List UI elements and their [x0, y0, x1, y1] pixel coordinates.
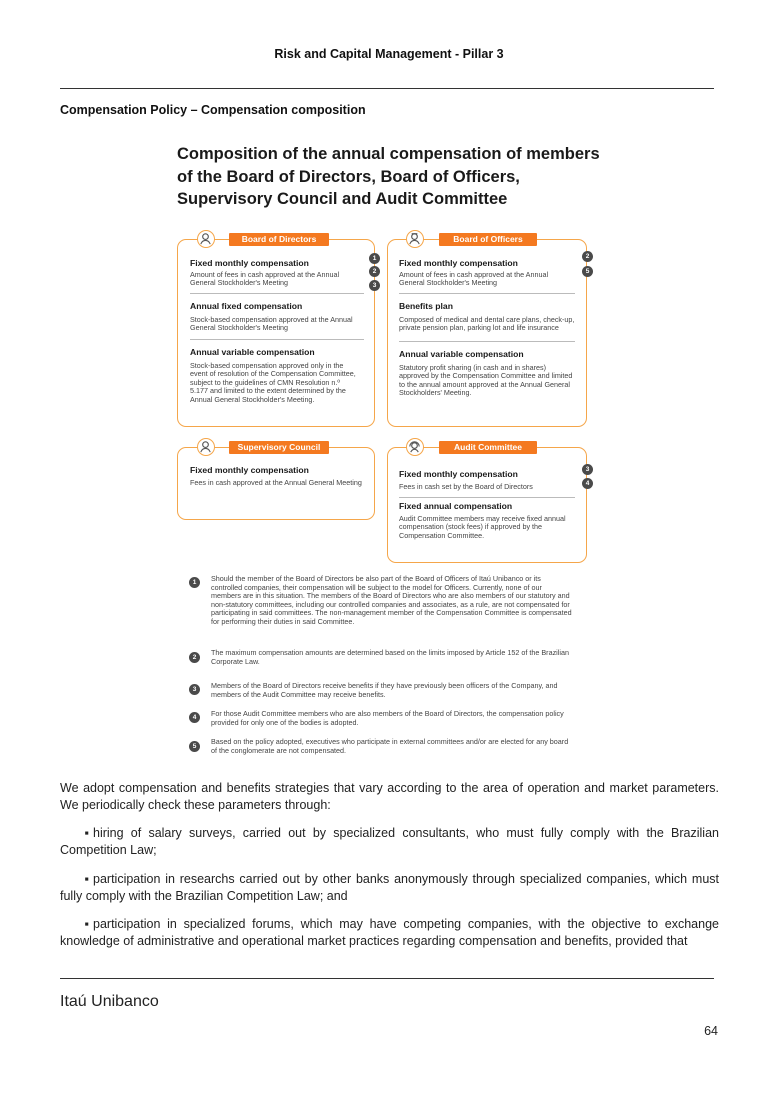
- bod-annual-fixed-heading: Annual fixed compensation: [190, 301, 303, 311]
- footnote-number: 5: [189, 741, 200, 752]
- note-badge: 3: [369, 280, 380, 291]
- bullet-text: participation in researchs carried out by other banks anonymously through specialized companies, which must fully comply with the Brazilian Competition Law; and: [60, 872, 719, 903]
- header-rule: [60, 88, 714, 89]
- separator: [399, 293, 575, 294]
- bod-fixed-monthly-heading: Fixed monthly compensation: [190, 258, 309, 268]
- ac-fixed-annual-heading: Fixed annual compensation: [399, 501, 513, 511]
- boo-annual-variable-heading: Annual variable compensation: [399, 349, 524, 359]
- bullet-text: participation in specialized forums, which may have competing companies, with the objective to exchange knowledge of administrative and operational market practices regarding compensation and benefits, provided that: [60, 917, 719, 948]
- body-intro-paragraph: We adopt compensation and benefits strategies that vary according to the area of operation and market parameters. We periodically check these parameters through:: [60, 781, 719, 812]
- person-icon: [197, 230, 215, 248]
- supervisory-council-tag: Supervisory Council: [229, 441, 329, 454]
- note-badge: 2: [582, 251, 593, 262]
- page-number: 64: [704, 1024, 718, 1038]
- board-of-directors-tag: Board of Directors: [229, 233, 329, 246]
- bullet-symbol: ▪: [84, 872, 89, 886]
- officer-icon: [406, 230, 424, 248]
- infographic-title: Composition of the annual compensation of members of the Board of Directors, Board of Officers, Supervisory Council and Audit Committee: [177, 145, 600, 208]
- ac-fixed-monthly-text: Fees in cash set by the Board of Directors: [399, 482, 533, 491]
- document-header-title: Risk and Capital Management - Pillar 3: [274, 47, 504, 61]
- boo-annual-variable-text: Statutory profit sharing (in cash and in shares) approved by the Compensation Committee and limited to the annual amount approved at the Annual General Stockholders' Meeting.: [399, 363, 573, 398]
- note-badge: 3: [582, 464, 593, 475]
- headset-icon: [406, 438, 424, 456]
- bod-annual-fixed-text: Stock-based compensation approved at the Annual General Stockholder's Meeting: [190, 315, 353, 333]
- footnote-text: For those Audit Committee members who are also members of the Board of Directors, the compensation policy provided for only one of the bodies is adopted.: [211, 709, 564, 727]
- separator: [190, 293, 364, 294]
- board-of-officers-card: [387, 239, 587, 427]
- separator: [399, 497, 575, 498]
- footnote-text: The maximum compensation amounts are determined based on the limits imposed by Article 152 of the Brazilian Corporate Law.: [211, 648, 569, 666]
- footnote-number: 3: [189, 684, 200, 695]
- boo-benefits-heading: Benefits plan: [399, 301, 453, 311]
- footnote-text: Based on the policy adopted, executives who participate in external committees and/or are elected for any board of the conglomerate are not compensated.: [211, 737, 569, 755]
- separator: [399, 341, 575, 342]
- boo-fixed-monthly-text: Amount of fees in cash approved at the Annual General Stockholder's Meeting: [399, 270, 549, 288]
- section-title: Compensation Policy – Compensation composition: [60, 103, 366, 117]
- bullet-item: [60, 825, 719, 859]
- ac-fixed-annual-text: Audit Committee members may receive fixed annual compensation (stock fees) if approved by the Compensation Committee.: [399, 514, 566, 540]
- bod-annual-variable-heading: Annual variable compensation: [190, 347, 315, 357]
- ac-fixed-monthly-heading: Fixed monthly compensation: [399, 469, 518, 479]
- sc-fixed-monthly-text: Fees in cash approved at the Annual General Meeting: [190, 478, 362, 487]
- board-of-officers-tag: Board of Officers: [439, 233, 537, 246]
- footnote-number: 1: [189, 577, 200, 588]
- boo-fixed-monthly-heading: Fixed monthly compensation: [399, 258, 518, 268]
- sc-fixed-monthly-heading: Fixed monthly compensation: [190, 465, 309, 475]
- bullet-item: [60, 871, 719, 905]
- board-of-directors-card: [177, 239, 375, 427]
- footnote-text: Members of the Board of Directors receive benefits if they have previously been officers of the Company, and members of the Audit Committee may receive benefits.: [211, 681, 558, 699]
- note-badge: 4: [582, 478, 593, 489]
- bullet-item: [60, 916, 719, 950]
- audit-committee-card: [387, 447, 587, 563]
- note-badge: 5: [582, 266, 593, 277]
- person-icon: [197, 438, 215, 456]
- footnote-number: 4: [189, 712, 200, 723]
- bullet-symbol: ▪: [84, 917, 89, 931]
- note-badge: 1: [369, 253, 380, 264]
- bullet-symbol: ▪: [84, 826, 89, 840]
- separator: [190, 339, 364, 340]
- boo-benefits-text: Composed of medical and dental care plans, check-up, private pension plan, parking lot and life insurance: [399, 315, 575, 333]
- footnote-number: 2: [189, 652, 200, 663]
- footer-company-name: Itaú Unibanco: [60, 993, 159, 1010]
- audit-committee-tag: Audit Committee: [439, 441, 537, 454]
- note-badge: 2: [369, 266, 380, 277]
- bod-annual-variable-text: Stock-based compensation approved only in the event of resolution of the Compensation Committee, subject to the guidelines of CMN Resolution n.º 5.177 and limited to the extent determined by the Annual General Stockholder's Meeting.: [190, 361, 356, 404]
- footnote-text: Should the member of the Board of Directors be also part of the Board of Officers of Itaú Unibanco or its controlled companies, their compensation will be subject to the model for Officers. Currently, none of our members are in this situation. The members of the Board of Directors who are also members of our statutory and non-statutory committees, including our controlled companies and associates, as a rule, are not compensated for participating in said committees. The non-management member of the Compensation Committee is compensated for performing their duties in said Committee.: [211, 574, 572, 626]
- footer-rule: [60, 978, 714, 979]
- bullet-text: hiring of salary surveys, carried out by specialized consultants, who must fully comply with the Brazilian Competition Law;: [60, 826, 719, 857]
- bod-fixed-monthly-text: Amount of fees in cash approved at the Annual General Stockholder's Meeting: [190, 270, 340, 288]
- supervisory-council-card: [177, 447, 375, 520]
